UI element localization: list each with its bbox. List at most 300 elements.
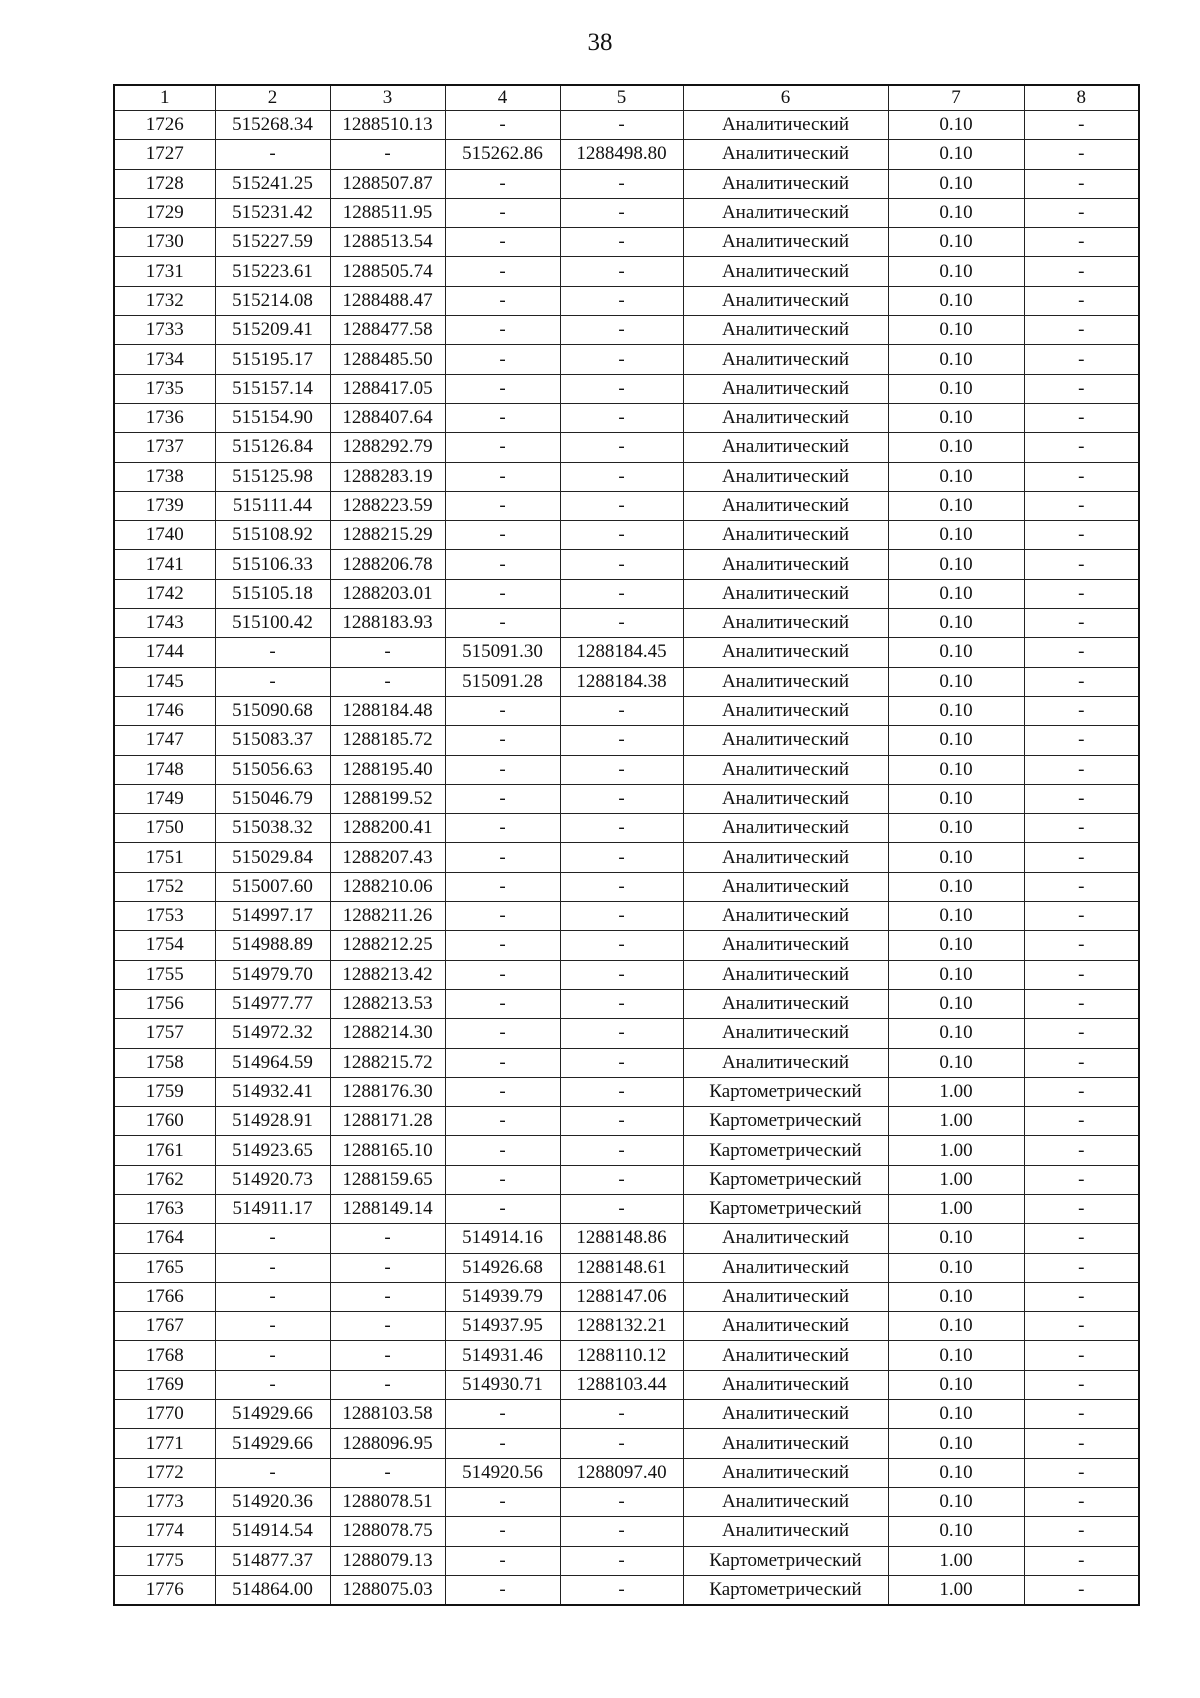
point-number-cell: 1752	[114, 872, 215, 901]
accuracy-cell: 0.10	[888, 1370, 1024, 1399]
table-row	[114, 1341, 1139, 1370]
method-cell: Аналитический	[683, 169, 888, 198]
point-number-cell: 1745	[114, 667, 215, 696]
column-header: 3	[330, 85, 445, 111]
table-row	[114, 755, 1139, 784]
table-row	[114, 989, 1139, 1018]
accuracy-cell: 0.10	[888, 726, 1024, 755]
method-cell: Картометрический	[683, 1107, 888, 1136]
x-coordinate-cell: 514977.77	[215, 989, 330, 1018]
table-row	[114, 111, 1139, 140]
accuracy-cell: 0.10	[888, 579, 1024, 608]
table-header-row	[114, 85, 1139, 111]
table-row	[114, 1194, 1139, 1223]
y-coordinate-cell: 1288183.93	[330, 609, 445, 638]
note-cell: -	[1024, 579, 1139, 608]
note-cell: -	[1024, 1107, 1139, 1136]
table-row	[114, 462, 1139, 491]
note-cell: -	[1024, 491, 1139, 520]
new-y-coordinate-cell: -	[560, 491, 683, 520]
y-coordinate-cell: 1288215.72	[330, 1048, 445, 1077]
table-row	[114, 696, 1139, 725]
new-y-coordinate-cell: -	[560, 1517, 683, 1546]
accuracy-cell: 0.10	[888, 433, 1024, 462]
point-number-cell: 1742	[114, 579, 215, 608]
point-number-cell: 1743	[114, 609, 215, 638]
new-x-coordinate-cell: -	[445, 1546, 560, 1575]
table-row	[114, 140, 1139, 169]
new-y-coordinate-cell: -	[560, 814, 683, 843]
note-cell: -	[1024, 257, 1139, 286]
note-cell: -	[1024, 550, 1139, 579]
new-x-coordinate-cell: -	[445, 1517, 560, 1546]
new-y-coordinate-cell: -	[560, 726, 683, 755]
point-number-cell: 1735	[114, 374, 215, 403]
x-coordinate-cell: -	[215, 1224, 330, 1253]
accuracy-cell: 1.00	[888, 1077, 1024, 1106]
new-x-coordinate-cell: -	[445, 1077, 560, 1106]
accuracy-cell: 0.10	[888, 550, 1024, 579]
table-row	[114, 1165, 1139, 1194]
table-row	[114, 257, 1139, 286]
note-cell: -	[1024, 1429, 1139, 1458]
x-coordinate-cell: 514964.59	[215, 1048, 330, 1077]
new-x-coordinate-cell: -	[445, 755, 560, 784]
accuracy-cell: 1.00	[888, 1107, 1024, 1136]
accuracy-cell: 0.10	[888, 638, 1024, 667]
y-coordinate-cell: 1288215.29	[330, 521, 445, 550]
table-row	[114, 491, 1139, 520]
new-x-coordinate-cell: -	[445, 257, 560, 286]
new-y-coordinate-cell: -	[560, 755, 683, 784]
table-row	[114, 960, 1139, 989]
y-coordinate-cell: 1288103.58	[330, 1400, 445, 1429]
point-number-cell: 1730	[114, 228, 215, 257]
method-cell: Аналитический	[683, 843, 888, 872]
y-coordinate-cell: 1288213.42	[330, 960, 445, 989]
new-y-coordinate-cell: -	[560, 257, 683, 286]
new-x-coordinate-cell: -	[445, 872, 560, 901]
table-row	[114, 1400, 1139, 1429]
point-number-cell: 1740	[114, 521, 215, 550]
x-coordinate-cell: 514920.36	[215, 1487, 330, 1516]
method-cell: Аналитический	[683, 140, 888, 169]
point-number-cell: 1731	[114, 257, 215, 286]
point-number-cell: 1761	[114, 1136, 215, 1165]
table-row	[114, 931, 1139, 960]
method-cell: Аналитический	[683, 1282, 888, 1311]
new-y-coordinate-cell: -	[560, 1077, 683, 1106]
x-coordinate-cell: 515105.18	[215, 579, 330, 608]
x-coordinate-cell: 515083.37	[215, 726, 330, 755]
table-row	[114, 902, 1139, 931]
new-x-coordinate-cell: -	[445, 403, 560, 432]
point-number-cell: 1770	[114, 1400, 215, 1429]
note-cell: -	[1024, 696, 1139, 725]
table-row	[114, 1077, 1139, 1106]
note-cell: -	[1024, 403, 1139, 432]
x-coordinate-cell: -	[215, 667, 330, 696]
y-coordinate-cell: 1288176.30	[330, 1077, 445, 1106]
point-number-cell: 1763	[114, 1194, 215, 1223]
y-coordinate-cell: 1288210.06	[330, 872, 445, 901]
method-cell: Аналитический	[683, 902, 888, 931]
new-x-coordinate-cell: -	[445, 784, 560, 813]
y-coordinate-cell: -	[330, 1253, 445, 1282]
accuracy-cell: 0.10	[888, 345, 1024, 374]
new-x-coordinate-cell: -	[445, 1048, 560, 1077]
x-coordinate-cell: 514972.32	[215, 1019, 330, 1048]
column-header: 1	[114, 85, 215, 111]
note-cell: -	[1024, 1019, 1139, 1048]
new-y-coordinate-cell: -	[560, 228, 683, 257]
new-x-coordinate-cell: -	[445, 111, 560, 140]
point-number-cell: 1749	[114, 784, 215, 813]
table-row	[114, 843, 1139, 872]
point-number-cell: 1739	[114, 491, 215, 520]
method-cell: Аналитический	[683, 198, 888, 227]
y-coordinate-cell: 1288417.05	[330, 374, 445, 403]
note-cell: -	[1024, 1282, 1139, 1311]
new-x-coordinate-cell: -	[445, 1400, 560, 1429]
x-coordinate-cell: 515241.25	[215, 169, 330, 198]
note-cell: -	[1024, 902, 1139, 931]
y-coordinate-cell: -	[330, 1341, 445, 1370]
new-y-coordinate-cell: -	[560, 931, 683, 960]
new-y-coordinate-cell: -	[560, 286, 683, 315]
new-y-coordinate-cell: -	[560, 784, 683, 813]
table-row	[114, 1370, 1139, 1399]
x-coordinate-cell: 515214.08	[215, 286, 330, 315]
new-y-coordinate-cell: 1288498.80	[560, 140, 683, 169]
table-row	[114, 1253, 1139, 1282]
new-y-coordinate-cell: 1288103.44	[560, 1370, 683, 1399]
accuracy-cell: 0.10	[888, 1048, 1024, 1077]
accuracy-cell: 0.10	[888, 696, 1024, 725]
note-cell: -	[1024, 1048, 1139, 1077]
x-coordinate-cell: 515157.14	[215, 374, 330, 403]
table-row	[114, 1575, 1139, 1605]
x-coordinate-cell: 514988.89	[215, 931, 330, 960]
method-cell: Аналитический	[683, 989, 888, 1018]
point-number-cell: 1775	[114, 1546, 215, 1575]
new-x-coordinate-cell: -	[445, 374, 560, 403]
point-number-cell: 1757	[114, 1019, 215, 1048]
point-number-cell: 1773	[114, 1487, 215, 1516]
x-coordinate-cell: 514929.66	[215, 1429, 330, 1458]
y-coordinate-cell: 1288407.64	[330, 403, 445, 432]
method-cell: Аналитический	[683, 257, 888, 286]
new-x-coordinate-cell: -	[445, 521, 560, 550]
accuracy-cell: 0.10	[888, 462, 1024, 491]
note-cell: -	[1024, 960, 1139, 989]
x-coordinate-cell: -	[215, 1370, 330, 1399]
method-cell: Аналитический	[683, 1429, 888, 1458]
x-coordinate-cell: -	[215, 638, 330, 667]
new-y-coordinate-cell: -	[560, 316, 683, 345]
method-cell: Аналитический	[683, 316, 888, 345]
y-coordinate-cell: 1288199.52	[330, 784, 445, 813]
new-x-coordinate-cell: -	[445, 1165, 560, 1194]
method-cell: Аналитический	[683, 1019, 888, 1048]
note-cell: -	[1024, 521, 1139, 550]
accuracy-cell: 0.10	[888, 609, 1024, 638]
new-y-coordinate-cell: -	[560, 1019, 683, 1048]
method-cell: Аналитический	[683, 521, 888, 550]
new-y-coordinate-cell: -	[560, 1165, 683, 1194]
new-y-coordinate-cell: -	[560, 345, 683, 374]
new-y-coordinate-cell: -	[560, 902, 683, 931]
new-x-coordinate-cell: 514937.95	[445, 1312, 560, 1341]
point-number-cell: 1747	[114, 726, 215, 755]
new-y-coordinate-cell: -	[560, 1400, 683, 1429]
note-cell: -	[1024, 286, 1139, 315]
y-coordinate-cell: 1288485.50	[330, 345, 445, 374]
note-cell: -	[1024, 228, 1139, 257]
note-cell: -	[1024, 784, 1139, 813]
accuracy-cell: 0.10	[888, 784, 1024, 813]
y-coordinate-cell: 1288488.47	[330, 286, 445, 315]
accuracy-cell: 0.10	[888, 667, 1024, 696]
new-x-coordinate-cell: -	[445, 228, 560, 257]
accuracy-cell: 0.10	[888, 1312, 1024, 1341]
point-number-cell: 1755	[114, 960, 215, 989]
method-cell: Аналитический	[683, 403, 888, 432]
method-cell: Аналитический	[683, 462, 888, 491]
point-number-cell: 1748	[114, 755, 215, 784]
new-x-coordinate-cell: -	[445, 1019, 560, 1048]
new-x-coordinate-cell: -	[445, 169, 560, 198]
point-number-cell: 1727	[114, 140, 215, 169]
y-coordinate-cell: 1288283.19	[330, 462, 445, 491]
method-cell: Аналитический	[683, 345, 888, 374]
point-number-cell: 1768	[114, 1341, 215, 1370]
x-coordinate-cell: -	[215, 1341, 330, 1370]
table-row	[114, 521, 1139, 550]
method-cell: Аналитический	[683, 1312, 888, 1341]
point-number-cell: 1726	[114, 111, 215, 140]
accuracy-cell: 1.00	[888, 1575, 1024, 1605]
accuracy-cell: 1.00	[888, 1546, 1024, 1575]
new-x-coordinate-cell: -	[445, 931, 560, 960]
point-number-cell: 1736	[114, 403, 215, 432]
point-number-cell: 1769	[114, 1370, 215, 1399]
method-cell: Аналитический	[683, 1487, 888, 1516]
new-y-coordinate-cell: -	[560, 1546, 683, 1575]
method-cell: Аналитический	[683, 1048, 888, 1077]
accuracy-cell: 0.10	[888, 228, 1024, 257]
point-number-cell: 1776	[114, 1575, 215, 1605]
y-coordinate-cell: 1288078.51	[330, 1487, 445, 1516]
accuracy-cell: 0.10	[888, 1517, 1024, 1546]
new-x-coordinate-cell: 515262.86	[445, 140, 560, 169]
point-number-cell: 1734	[114, 345, 215, 374]
point-number-cell: 1750	[114, 814, 215, 843]
method-cell: Аналитический	[683, 667, 888, 696]
new-y-coordinate-cell: -	[560, 960, 683, 989]
new-y-coordinate-cell: -	[560, 843, 683, 872]
method-cell: Аналитический	[683, 931, 888, 960]
note-cell: -	[1024, 1487, 1139, 1516]
accuracy-cell: 0.10	[888, 843, 1024, 872]
coordinates-table	[113, 84, 1140, 1606]
method-cell: Картометрический	[683, 1194, 888, 1223]
y-coordinate-cell: -	[330, 1312, 445, 1341]
table-body	[114, 111, 1139, 1606]
accuracy-cell: 0.10	[888, 491, 1024, 520]
new-x-coordinate-cell: -	[445, 1429, 560, 1458]
new-y-coordinate-cell: 1288132.21	[560, 1312, 683, 1341]
new-y-coordinate-cell: -	[560, 198, 683, 227]
note-cell: -	[1024, 1136, 1139, 1165]
method-cell: Аналитический	[683, 784, 888, 813]
x-coordinate-cell: -	[215, 1458, 330, 1487]
method-cell: Картометрический	[683, 1077, 888, 1106]
y-coordinate-cell: 1288096.95	[330, 1429, 445, 1458]
x-coordinate-cell: 515126.84	[215, 433, 330, 462]
new-x-coordinate-cell: -	[445, 814, 560, 843]
y-coordinate-cell: 1288214.30	[330, 1019, 445, 1048]
y-coordinate-cell: 1288505.74	[330, 257, 445, 286]
accuracy-cell: 0.10	[888, 1458, 1024, 1487]
new-y-coordinate-cell: -	[560, 872, 683, 901]
table-row	[114, 814, 1139, 843]
y-coordinate-cell: -	[330, 638, 445, 667]
point-number-cell: 1759	[114, 1077, 215, 1106]
x-coordinate-cell: 514877.37	[215, 1546, 330, 1575]
y-coordinate-cell: 1288211.26	[330, 902, 445, 931]
x-coordinate-cell: 515154.90	[215, 403, 330, 432]
note-cell: -	[1024, 609, 1139, 638]
x-coordinate-cell: 514928.91	[215, 1107, 330, 1136]
column-header: 2	[215, 85, 330, 111]
x-coordinate-cell: 515125.98	[215, 462, 330, 491]
y-coordinate-cell: 1288171.28	[330, 1107, 445, 1136]
note-cell: -	[1024, 1253, 1139, 1282]
method-cell: Аналитический	[683, 1458, 888, 1487]
point-number-cell: 1737	[114, 433, 215, 462]
note-cell: -	[1024, 843, 1139, 872]
x-coordinate-cell: -	[215, 140, 330, 169]
new-x-coordinate-cell: -	[445, 579, 560, 608]
note-cell: -	[1024, 374, 1139, 403]
table-row	[114, 638, 1139, 667]
note-cell: -	[1024, 1458, 1139, 1487]
note-cell: -	[1024, 169, 1139, 198]
x-coordinate-cell: 515056.63	[215, 755, 330, 784]
x-coordinate-cell: 515227.59	[215, 228, 330, 257]
table-row	[114, 872, 1139, 901]
note-cell: -	[1024, 931, 1139, 960]
new-x-coordinate-cell: -	[445, 843, 560, 872]
x-coordinate-cell: 515038.32	[215, 814, 330, 843]
y-coordinate-cell: 1288078.75	[330, 1517, 445, 1546]
y-coordinate-cell: 1288159.65	[330, 1165, 445, 1194]
x-coordinate-cell: 515223.61	[215, 257, 330, 286]
point-number-cell: 1738	[114, 462, 215, 491]
accuracy-cell: 0.10	[888, 1487, 1024, 1516]
note-cell: -	[1024, 1341, 1139, 1370]
table-row	[114, 609, 1139, 638]
table-row	[114, 228, 1139, 257]
note-cell: -	[1024, 726, 1139, 755]
point-number-cell: 1732	[114, 286, 215, 315]
table-row	[114, 374, 1139, 403]
new-x-coordinate-cell: -	[445, 960, 560, 989]
new-y-coordinate-cell: 1288097.40	[560, 1458, 683, 1487]
new-y-coordinate-cell: -	[560, 1048, 683, 1077]
point-number-cell: 1741	[114, 550, 215, 579]
column-header: 8	[1024, 85, 1139, 111]
new-x-coordinate-cell: -	[445, 609, 560, 638]
accuracy-cell: 0.10	[888, 931, 1024, 960]
accuracy-cell: 0.10	[888, 902, 1024, 931]
new-y-coordinate-cell: -	[560, 1107, 683, 1136]
note-cell: -	[1024, 433, 1139, 462]
new-x-coordinate-cell: -	[445, 989, 560, 1018]
table-row	[114, 667, 1139, 696]
new-y-coordinate-cell: -	[560, 609, 683, 638]
table-row	[114, 1048, 1139, 1077]
new-y-coordinate-cell: 1288147.06	[560, 1282, 683, 1311]
accuracy-cell: 0.10	[888, 1253, 1024, 1282]
table-row	[114, 1107, 1139, 1136]
y-coordinate-cell: 1288206.78	[330, 550, 445, 579]
y-coordinate-cell: 1288510.13	[330, 111, 445, 140]
y-coordinate-cell: 1288079.13	[330, 1546, 445, 1575]
table-row	[114, 784, 1139, 813]
accuracy-cell: 0.10	[888, 1282, 1024, 1311]
method-cell: Аналитический	[683, 609, 888, 638]
method-cell: Аналитический	[683, 1341, 888, 1370]
new-x-coordinate-cell: 514914.16	[445, 1224, 560, 1253]
page-number: 38	[587, 29, 613, 56]
note-cell: -	[1024, 1400, 1139, 1429]
point-number-cell: 1762	[114, 1165, 215, 1194]
new-y-coordinate-cell: 1288110.12	[560, 1341, 683, 1370]
point-number-cell: 1764	[114, 1224, 215, 1253]
y-coordinate-cell: -	[330, 1458, 445, 1487]
method-cell: Аналитический	[683, 228, 888, 257]
method-cell: Аналитический	[683, 1400, 888, 1429]
note-cell: -	[1024, 872, 1139, 901]
table-row	[114, 1282, 1139, 1311]
y-coordinate-cell: 1288185.72	[330, 726, 445, 755]
note-cell: -	[1024, 140, 1139, 169]
method-cell: Аналитический	[683, 491, 888, 520]
new-x-coordinate-cell: -	[445, 1136, 560, 1165]
x-coordinate-cell: 515231.42	[215, 198, 330, 227]
new-x-coordinate-cell: 514926.68	[445, 1253, 560, 1282]
note-cell: -	[1024, 1165, 1139, 1194]
new-y-coordinate-cell: -	[560, 403, 683, 432]
new-x-coordinate-cell: 514930.71	[445, 1370, 560, 1399]
x-coordinate-cell: 514864.00	[215, 1575, 330, 1605]
x-coordinate-cell: -	[215, 1282, 330, 1311]
method-cell: Аналитический	[683, 286, 888, 315]
y-coordinate-cell: 1288213.53	[330, 989, 445, 1018]
accuracy-cell: 0.10	[888, 111, 1024, 140]
point-number-cell: 1767	[114, 1312, 215, 1341]
y-coordinate-cell: 1288195.40	[330, 755, 445, 784]
x-coordinate-cell: 515268.34	[215, 111, 330, 140]
method-cell: Картометрический	[683, 1136, 888, 1165]
y-coordinate-cell: -	[330, 1224, 445, 1253]
column-header: 5	[560, 85, 683, 111]
method-cell: Аналитический	[683, 579, 888, 608]
y-coordinate-cell: 1288203.01	[330, 579, 445, 608]
table-row	[114, 1429, 1139, 1458]
